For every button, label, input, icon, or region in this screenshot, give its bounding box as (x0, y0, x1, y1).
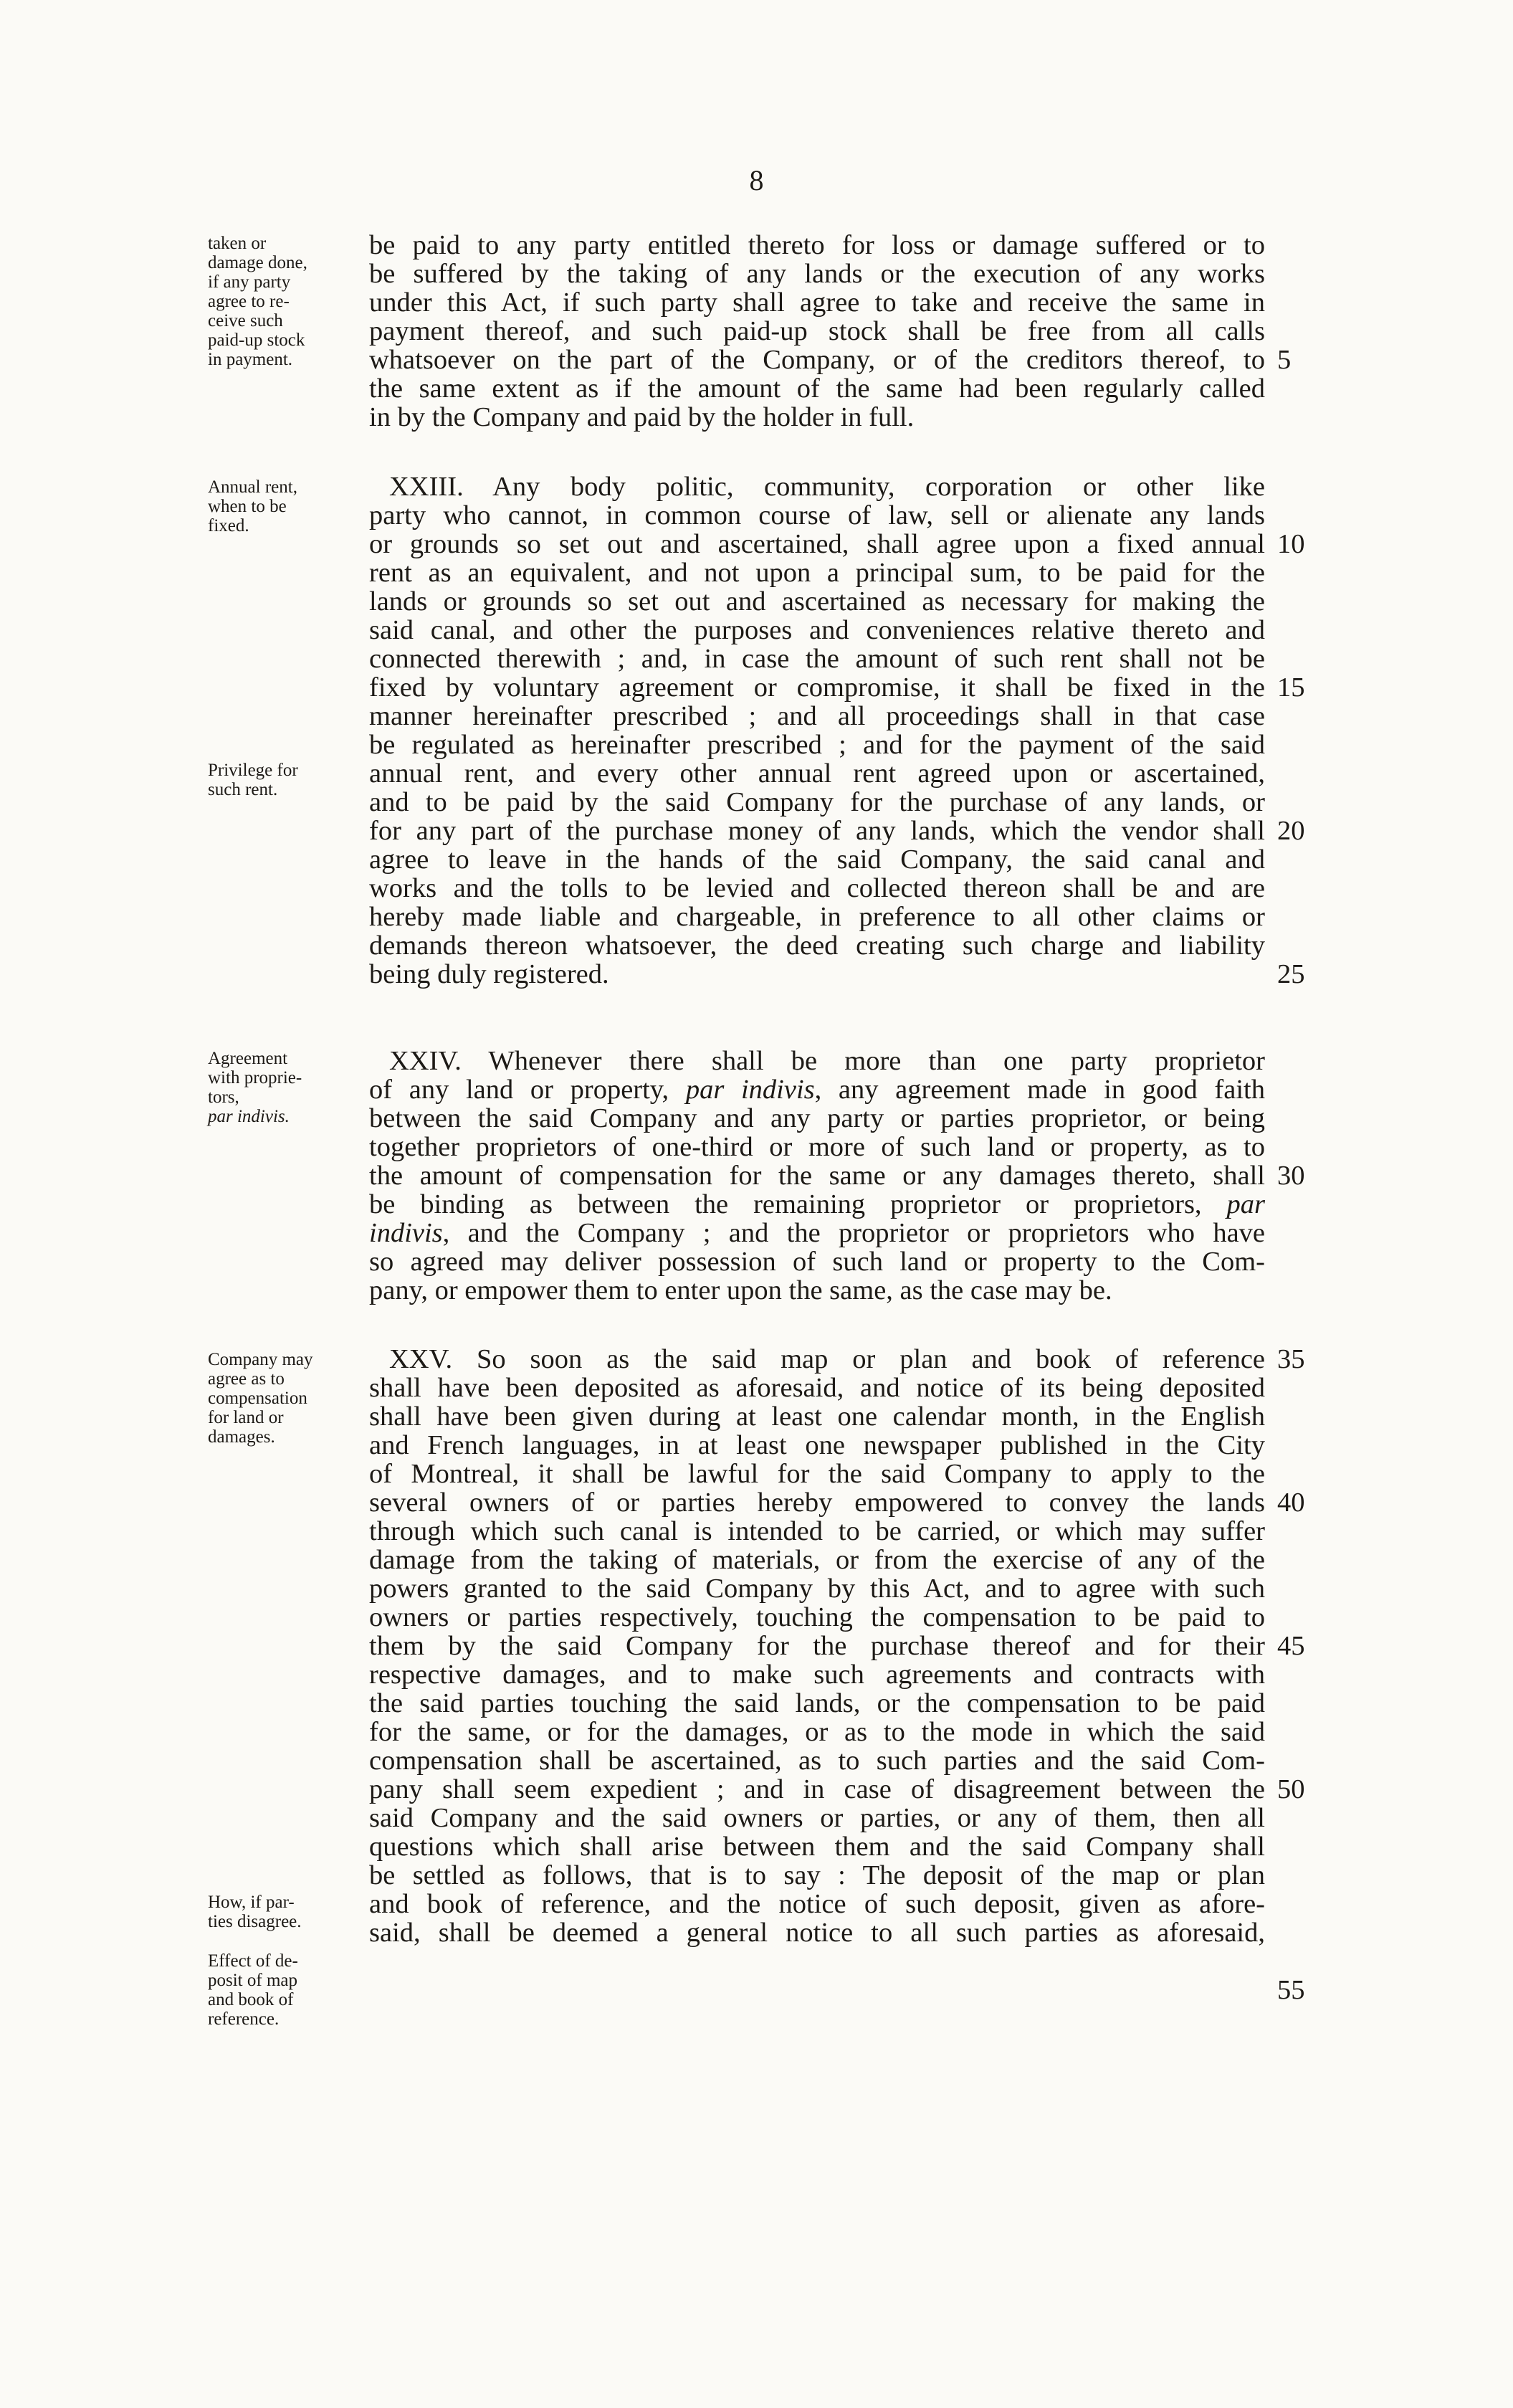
body-line: or grounds so set out and ascertained, shall agree upon a fixed annual (369, 529, 1265, 559)
margin-note-how-if-disagree: How, if par- ties disagree. (208, 1893, 302, 1931)
body-line: shall have been given during at least one calendar month, in the English (369, 1402, 1265, 1432)
body-line: for the same, or for the damages, or as to the mode in which the said (369, 1717, 1265, 1747)
margin-note-privilege-for-rent: Privilege for such rent. (208, 761, 298, 799)
body-line: the said parties touching the said lands, or the compensation to be paid (369, 1688, 1265, 1718)
line-number: 10 (1277, 529, 1305, 559)
body-line: be settled as follows, that is to say : The deposit of the map or plan (369, 1860, 1265, 1890)
line-number: 50 (1277, 1774, 1305, 1804)
body-line (369, 1976, 1265, 2004)
line-number: 40 (1277, 1488, 1305, 1518)
line-number: 35 (1277, 1344, 1305, 1374)
body-line: being duly registered. (369, 959, 609, 989)
par-indivis-italic: par indivis (685, 1075, 815, 1105)
body-line: shall have been deposited as aforesaid, and notice of its being deposited (369, 1373, 1265, 1403)
body-line: between the said Company and any party or parties proprietor, or being (369, 1103, 1265, 1133)
body-line: whatsoever on the part of the Company, or of the creditors thereof, to (369, 345, 1265, 375)
body-line: and French languages, in at least one newspaper published in the City (369, 1430, 1265, 1460)
section-xxv-first-line: XXV. So soon as the said map or plan and book of reference (389, 1344, 1265, 1374)
body-line: pany, or empower them to enter upon the same, as the case may be. (369, 1275, 1112, 1305)
body-line-indivis: indivis, and the Company ; and the proprietor or proprietors who have (369, 1218, 1265, 1248)
body-line: rent as an equivalent, and not upon a principal sum, to be paid for the (369, 558, 1265, 588)
body-line: hereby made liable and chargeable, in preference to all other claims or (369, 902, 1265, 932)
body-line: payment thereof, and such paid-up stock shall be free from all calls (369, 316, 1265, 346)
body-line: and book of reference, and the notice of such deposit, given as afore- (369, 1889, 1265, 1919)
margin-note-taken-or-damage: taken or damage done, if any party agree to re- ceive such paid-up stock in payment. (208, 234, 307, 369)
page-number: 8 (749, 164, 764, 196)
body-line (369, 1947, 1265, 1976)
body-line: annual rent, and every other annual rent agreed upon or ascertained, (369, 758, 1265, 789)
body-line: said canal, and other the purposes and conveniences relative thereto and (369, 615, 1265, 645)
line-number: 20 (1277, 816, 1305, 846)
body-line: damage from the taking of materials, or from the exercise of any of the (369, 1545, 1265, 1575)
body-line: so agreed may deliver possession of such land or property to the Com- (369, 1247, 1265, 1277)
body-line: of Montreal, it shall be lawful for the said Company to apply to the (369, 1459, 1265, 1489)
line-number: 45 (1277, 1631, 1305, 1661)
body-line: compensation shall be ascertained, as to such parties and the said Com- (369, 1746, 1265, 1776)
body-line: demands thereon whatsoever, the deed creating such charge and liability (369, 931, 1265, 961)
line-number: 5 (1277, 345, 1292, 375)
body-line: said, shall be deemed a general notice to all such parties as aforesaid, (369, 1918, 1265, 1948)
body-line: them by the said Company for the purchase thereof and for their (369, 1631, 1265, 1661)
body-line: powers granted to the said Company by this Act, and to agree with such (369, 1574, 1265, 1604)
margin-note-agreement-proprietors: Agreement with proprie- tors, par indivis. (208, 1049, 302, 1126)
body-line: manner hereinafter prescribed ; and all proceedings shall in that case (369, 701, 1265, 731)
body-line: and to be paid by the said Company for the purchase of any lands, or (369, 787, 1265, 817)
body-line: pany shall seem expedient ; and in case of disagreement between the (369, 1774, 1265, 1804)
section-xxiii-first-line: XXIII. Any body politic, community, corporation or other like (389, 472, 1265, 502)
body-line: connected therewith ; and, in case the amount of such rent shall not be (369, 644, 1265, 674)
indivis-italic: indivis (369, 1218, 443, 1248)
body-line: the amount of compensation for the same or any damages thereto, shall (369, 1161, 1265, 1191)
line-number: 15 (1277, 672, 1305, 703)
line-number: 30 (1277, 1161, 1305, 1191)
body-line: for any part of the purchase money of any lands, which the vendor shall (369, 816, 1265, 846)
section-xxiv-first-line: XXIV. Whenever there shall be more than one party proprietor (389, 1046, 1265, 1076)
line-number: 55 (1277, 1975, 1305, 2005)
body-line: be paid to any party entitled thereto for loss or damage suffered or to (369, 230, 1265, 260)
body-line: through which such canal is intended to be carried, or which may suffer (369, 1516, 1265, 1546)
body-line: in by the Company and paid by the holder in full. (369, 402, 915, 432)
body-line: the same extent as if the amount of the same had been regularly called (369, 373, 1265, 404)
body-line: owners or parties respectively, touching the compensation to be paid to (369, 1602, 1265, 1632)
body-line-par-indivis: of any land or property, par indivis, any agreement made in good faith (369, 1075, 1265, 1105)
margin-note-effect-of-deposit: Effect of de- posit of map and book of reference. (208, 1951, 298, 2029)
body-line: several owners of or parties hereby empowered to convey the lands (369, 1488, 1265, 1518)
body-line: be suffered by the taking of any lands or the execution of any works (369, 259, 1265, 289)
body-line: lands or grounds so set out and ascertained as necessary for making the (369, 586, 1265, 617)
body-line: together proprietors of one-third or more of such land or property, as to (369, 1132, 1265, 1162)
body-line: party who cannot, in common course of law, sell or alienate any lands (369, 500, 1265, 530)
margin-note-annual-rent: Annual rent, when to be fixed. (208, 477, 297, 536)
body-line: works and the tolls to be levied and collected thereon shall be and are (369, 873, 1265, 903)
body-line: questions which shall arise between them and the said Company shall (369, 1832, 1265, 1862)
body-line: under this Act, if such party shall agree to take and receive the same in (369, 287, 1265, 318)
body-line: said Company and the said owners or parties, or any of them, then all (369, 1803, 1265, 1833)
body-line: be regulated as hereinafter prescribed ; and for the payment of the said (369, 730, 1265, 760)
body-line: respective damages, and to make such agreements and contracts with (369, 1660, 1265, 1690)
margin-note-company-may-agree: Company may agree as to compensation for land or damages. (208, 1350, 313, 1447)
body-line: fixed by voluntary agreement or compromise, it shall be fixed in the (369, 672, 1265, 703)
par-italic: par (1226, 1189, 1265, 1219)
body-line: agree to leave in the hands of the said Company, the said canal and (369, 844, 1265, 875)
line-number: 25 (1277, 959, 1305, 989)
body-line-par: be binding as between the remaining proprietor or proprietors, par (369, 1189, 1265, 1219)
